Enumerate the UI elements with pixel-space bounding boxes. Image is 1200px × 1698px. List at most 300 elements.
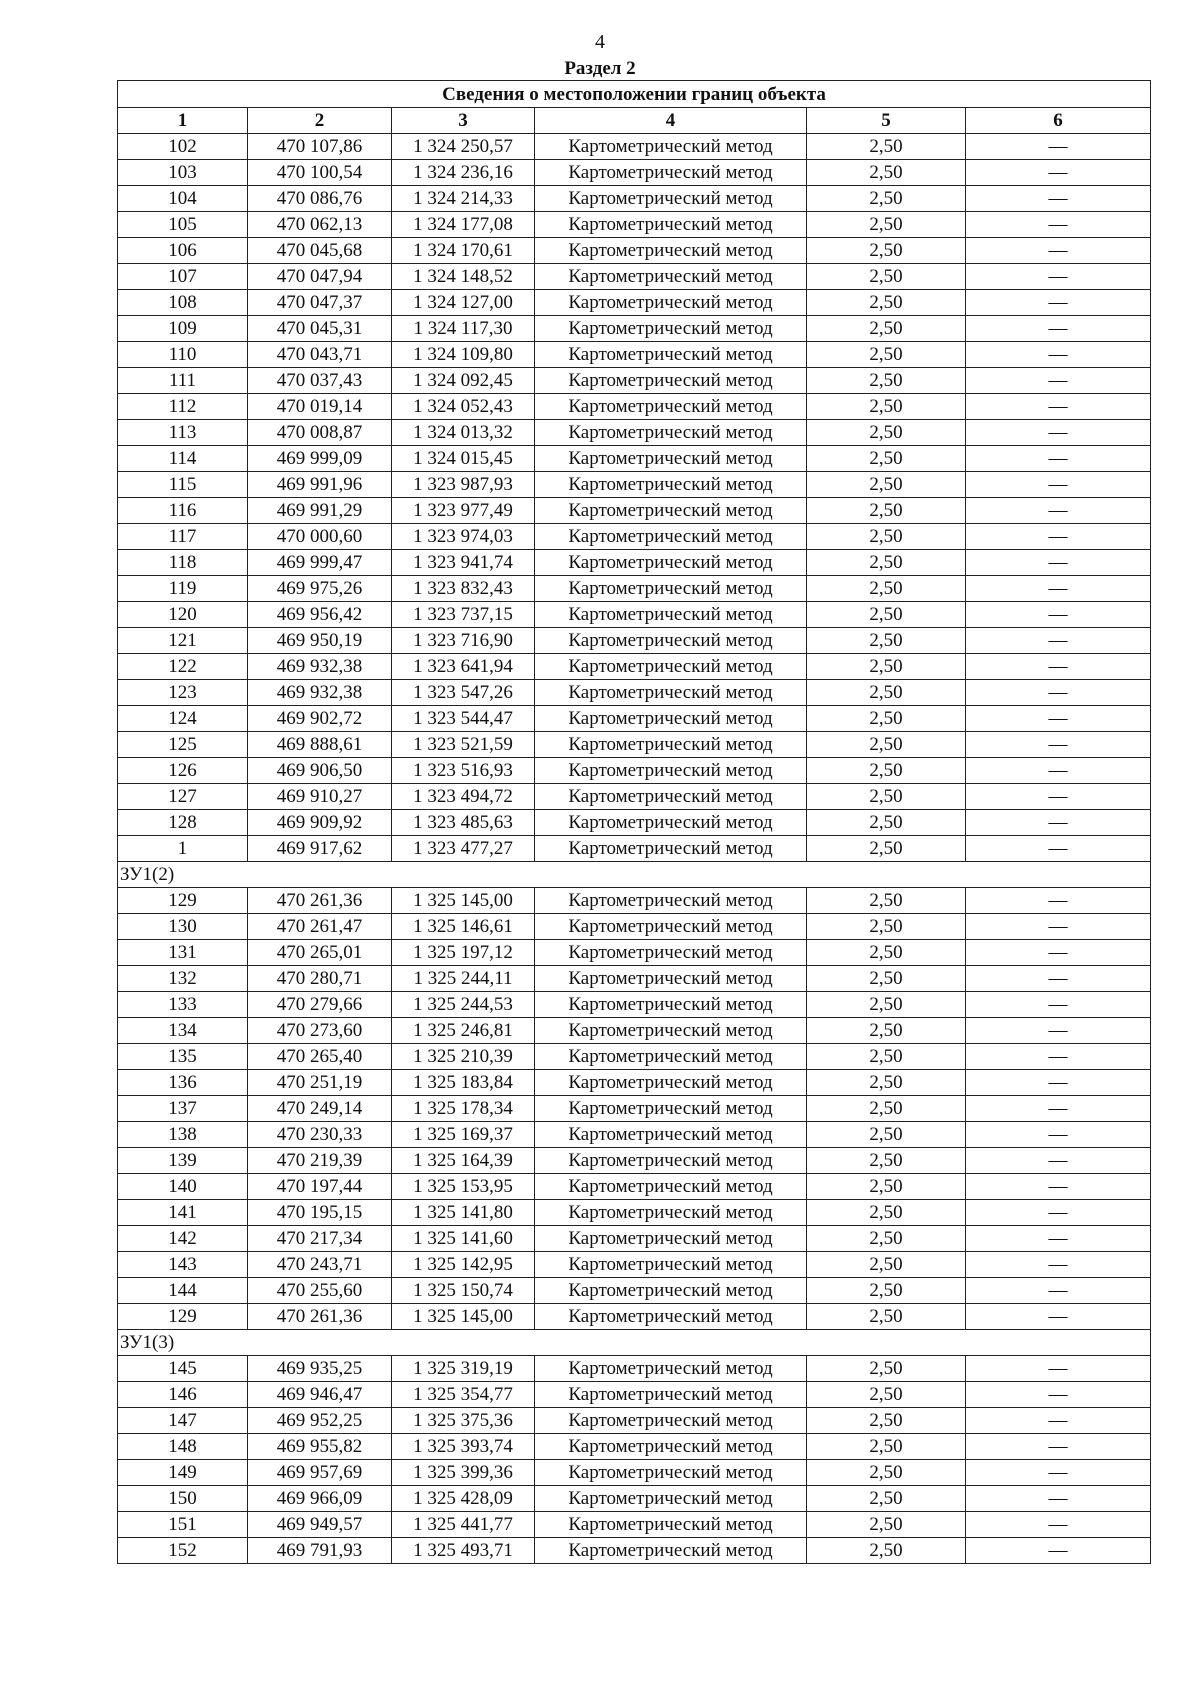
note-cell: — [966,654,1151,680]
note-cell: — [966,290,1151,316]
accuracy-cell: 2,50 [807,160,966,186]
point-number-cell: 150 [118,1486,248,1512]
accuracy-cell: 2,50 [807,758,966,784]
coord-y-cell: 1 324 236,16 [392,160,535,186]
note-cell: — [966,342,1151,368]
accuracy-cell: 2,50 [807,1070,966,1096]
accuracy-cell: 2,50 [807,628,966,654]
coord-y-cell: 1 325 142,95 [392,1252,535,1278]
accuracy-cell: 2,50 [807,290,966,316]
coord-x-cell: 469 966,09 [248,1486,392,1512]
note-cell: — [966,758,1151,784]
note-cell: — [966,706,1151,732]
coord-y-cell: 1 324 109,80 [392,342,535,368]
accuracy-cell: 2,50 [807,212,966,238]
method-cell: Картометрический метод [535,160,807,186]
accuracy-cell: 2,50 [807,1434,966,1460]
table-row [118,290,1151,316]
point-number-cell: 151 [118,1512,248,1538]
point-number-cell: 117 [118,524,248,550]
coord-x-cell: 470 062,13 [248,212,392,238]
coord-y-cell: 1 325 375,36 [392,1408,535,1434]
method-cell: Картометрический метод [535,550,807,576]
coord-y-cell: 1 325 197,12 [392,940,535,966]
coord-x-cell: 470 249,14 [248,1096,392,1122]
coord-y-cell: 1 325 210,39 [392,1044,535,1070]
method-cell: Картометрический метод [535,940,807,966]
note-cell: — [966,966,1151,992]
accuracy-cell: 2,50 [807,914,966,940]
table-row [118,706,1151,732]
note-cell: — [966,1200,1151,1226]
coord-y-cell: 1 325 146,61 [392,914,535,940]
point-number-cell: 148 [118,1434,248,1460]
note-cell: — [966,1044,1151,1070]
method-cell: Картометрический метод [535,966,807,992]
point-number-cell: 120 [118,602,248,628]
coord-x-cell: 469 791,93 [248,1538,392,1564]
point-number-cell: 123 [118,680,248,706]
coord-x-cell: 469 952,25 [248,1408,392,1434]
table-row [118,446,1151,472]
point-number-cell: 130 [118,914,248,940]
coord-y-cell: 1 325 244,53 [392,992,535,1018]
table-row [118,1070,1151,1096]
point-number-cell: 111 [118,368,248,394]
method-cell: Картометрический метод [535,1174,807,1200]
point-number-cell: 128 [118,810,248,836]
note-cell: — [966,420,1151,446]
table-row [118,1304,1151,1330]
coord-y-cell: 1 324 170,61 [392,238,535,264]
table-row [118,966,1151,992]
coord-x-cell: 469 946,47 [248,1382,392,1408]
accuracy-cell: 2,50 [807,316,966,342]
accuracy-cell: 2,50 [807,368,966,394]
coord-x-cell: 469 910,27 [248,784,392,810]
accuracy-cell: 2,50 [807,1512,966,1538]
accuracy-cell: 2,50 [807,342,966,368]
coord-x-cell: 470 219,39 [248,1148,392,1174]
section-title: Раздел 2 [564,58,636,79]
accuracy-cell: 2,50 [807,1018,966,1044]
method-cell: Картометрический метод [535,394,807,420]
column-number-5: 5 [807,108,966,134]
note-cell: — [966,1018,1151,1044]
accuracy-cell: 2,50 [807,1148,966,1174]
accuracy-cell: 2,50 [807,264,966,290]
accuracy-cell: 2,50 [807,966,966,992]
coord-x-cell: 469 991,29 [248,498,392,524]
note-cell: — [966,160,1151,186]
note-cell: — [966,1148,1151,1174]
coord-x-cell: 470 037,43 [248,368,392,394]
table-row [118,186,1151,212]
table-row [118,784,1151,810]
method-cell: Картометрический метод [535,602,807,628]
table-row [118,264,1151,290]
point-number-cell: 139 [118,1148,248,1174]
point-number-cell: 137 [118,1096,248,1122]
table-row [118,1356,1151,1382]
accuracy-cell: 2,50 [807,472,966,498]
coord-x-cell: 470 280,71 [248,966,392,992]
coord-y-cell: 1 323 494,72 [392,784,535,810]
coord-y-cell: 1 323 547,26 [392,680,535,706]
table-row [118,810,1151,836]
coord-x-cell: 469 999,09 [248,446,392,472]
method-cell: Картометрический метод [535,1096,807,1122]
note-cell: — [966,1486,1151,1512]
coord-x-cell: 470 273,60 [248,1018,392,1044]
coord-y-cell: 1 325 244,11 [392,966,535,992]
method-cell: Картометрический метод [535,706,807,732]
coord-y-cell: 1 323 977,49 [392,498,535,524]
table-row [118,1148,1151,1174]
coord-y-cell: 1 325 141,60 [392,1226,535,1252]
coord-y-cell: 1 323 641,94 [392,654,535,680]
coord-x-cell: 470 000,60 [248,524,392,550]
point-number-cell: 105 [118,212,248,238]
group-row [118,862,1151,888]
table-row [118,316,1151,342]
accuracy-cell: 2,50 [807,784,966,810]
note-cell: — [966,784,1151,810]
method-cell: Картометрический метод [535,680,807,706]
coord-x-cell: 469 906,50 [248,758,392,784]
coord-y-cell: 1 323 516,93 [392,758,535,784]
table-row [118,1460,1151,1486]
table-row [118,1096,1151,1122]
coord-x-cell: 469 957,69 [248,1460,392,1486]
table-row [118,1408,1151,1434]
coord-y-cell: 1 325 441,77 [392,1512,535,1538]
coord-y-cell: 1 324 013,32 [392,420,535,446]
table-row [118,1382,1151,1408]
accuracy-cell: 2,50 [807,992,966,1018]
coord-x-cell: 470 107,86 [248,134,392,160]
note-cell: — [966,368,1151,394]
column-number-row [118,108,1151,134]
table-row [118,940,1151,966]
note-cell: — [966,1512,1151,1538]
coord-y-cell: 1 323 832,43 [392,576,535,602]
coord-y-cell: 1 323 716,90 [392,628,535,654]
method-cell: Картометрический метод [535,1044,807,1070]
coord-y-cell: 1 325 319,19 [392,1356,535,1382]
note-cell: — [966,1122,1151,1148]
coord-y-cell: 1 325 169,37 [392,1122,535,1148]
accuracy-cell: 2,50 [807,134,966,160]
point-number-cell: 103 [118,160,248,186]
coord-x-cell: 470 261,36 [248,888,392,914]
point-number-cell: 110 [118,342,248,368]
note-cell: — [966,888,1151,914]
coord-x-cell: 470 243,71 [248,1252,392,1278]
table-row [118,628,1151,654]
accuracy-cell: 2,50 [807,498,966,524]
point-number-cell: 127 [118,784,248,810]
coord-y-cell: 1 325 164,39 [392,1148,535,1174]
note-cell: — [966,212,1151,238]
coord-y-cell: 1 324 177,08 [392,212,535,238]
note-cell: — [966,576,1151,602]
coord-y-cell: 1 324 052,43 [392,394,535,420]
table-row [118,1512,1151,1538]
method-cell: Картометрический метод [535,1408,807,1434]
coord-x-cell: 469 999,47 [248,550,392,576]
method-cell: Картометрический метод [535,1070,807,1096]
note-cell: — [966,602,1151,628]
method-cell: Картометрический метод [535,1512,807,1538]
coord-x-cell: 470 265,01 [248,940,392,966]
coord-y-cell: 1 323 544,47 [392,706,535,732]
coord-y-cell: 1 325 393,74 [392,1434,535,1460]
note-cell: — [966,1460,1151,1486]
point-number-cell: 124 [118,706,248,732]
point-number-cell: 121 [118,628,248,654]
note-cell: — [966,1382,1151,1408]
coord-x-cell: 470 217,34 [248,1226,392,1252]
accuracy-cell: 2,50 [807,1122,966,1148]
point-number-cell: 132 [118,966,248,992]
accuracy-cell: 2,50 [807,186,966,212]
point-number-cell: 140 [118,1174,248,1200]
coord-x-cell: 469 932,38 [248,680,392,706]
coord-x-cell: 469 950,19 [248,628,392,654]
method-cell: Картометрический метод [535,212,807,238]
table-row [118,212,1151,238]
method-cell: Картометрический метод [535,914,807,940]
accuracy-cell: 2,50 [807,524,966,550]
point-number-cell: 102 [118,134,248,160]
coord-x-cell: 470 251,19 [248,1070,392,1096]
point-number-cell: 143 [118,1252,248,1278]
note-cell: — [966,498,1151,524]
table-row [118,836,1151,862]
coord-y-cell: 1 324 127,00 [392,290,535,316]
coord-y-cell: 1 323 987,93 [392,472,535,498]
accuracy-cell: 2,50 [807,940,966,966]
method-cell: Картометрический метод [535,1148,807,1174]
coord-x-cell: 470 008,87 [248,420,392,446]
method-cell: Картометрический метод [535,498,807,524]
coord-y-cell: 1 325 178,34 [392,1096,535,1122]
note-cell: — [966,1252,1151,1278]
table-row [118,914,1151,940]
point-number-cell: 104 [118,186,248,212]
accuracy-cell: 2,50 [807,1174,966,1200]
note-cell: — [966,680,1151,706]
accuracy-cell: 2,50 [807,810,966,836]
column-number-1: 1 [118,108,248,134]
table-caption: Сведения о местоположении границ объекта [118,81,1151,108]
accuracy-cell: 2,50 [807,654,966,680]
point-number-cell: 107 [118,264,248,290]
point-number-cell: 136 [118,1070,248,1096]
method-cell: Картометрический метод [535,134,807,160]
coord-y-cell: 1 323 477,27 [392,836,535,862]
method-cell: Картометрический метод [535,1460,807,1486]
note-cell: — [966,1226,1151,1252]
point-number-cell: 106 [118,238,248,264]
page-number: 4 [595,31,605,53]
method-cell: Картометрический метод [535,1434,807,1460]
coord-x-cell: 470 230,33 [248,1122,392,1148]
point-number-cell: 122 [118,654,248,680]
table-row [118,680,1151,706]
accuracy-cell: 2,50 [807,706,966,732]
method-cell: Картометрический метод [535,1122,807,1148]
note-cell: — [966,914,1151,940]
point-number-cell: 108 [118,290,248,316]
coord-x-cell: 470 265,40 [248,1044,392,1070]
table-row [118,1122,1151,1148]
table-row [118,420,1151,446]
coord-x-cell: 469 975,26 [248,576,392,602]
table-row [118,498,1151,524]
method-cell: Картометрический метод [535,1018,807,1044]
point-number-cell: 118 [118,550,248,576]
note-cell: — [966,134,1151,160]
group-label: ЗУ1(3) [118,1330,1151,1356]
coord-y-cell: 1 324 214,33 [392,186,535,212]
coord-x-cell: 470 045,31 [248,316,392,342]
coord-y-cell: 1 323 521,59 [392,732,535,758]
point-number-cell: 142 [118,1226,248,1252]
column-number-3: 3 [392,108,535,134]
coord-y-cell: 1 325 145,00 [392,888,535,914]
method-cell: Картометрический метод [535,992,807,1018]
boundary-coordinates-table [117,80,1151,1564]
method-cell: Картометрический метод [535,472,807,498]
coord-y-cell: 1 325 246,81 [392,1018,535,1044]
point-number-cell: 126 [118,758,248,784]
note-cell: — [966,1174,1151,1200]
accuracy-cell: 2,50 [807,888,966,914]
accuracy-cell: 2,50 [807,394,966,420]
column-number-2: 2 [248,108,392,134]
coord-x-cell: 469 932,38 [248,654,392,680]
point-number-cell: 113 [118,420,248,446]
table-row [118,1200,1151,1226]
method-cell: Картометрический метод [535,1382,807,1408]
method-cell: Картометрический метод [535,784,807,810]
coord-y-cell: 1 325 183,84 [392,1070,535,1096]
coord-y-cell: 1 325 153,95 [392,1174,535,1200]
table-row [118,238,1151,264]
coord-y-cell: 1 324 250,57 [392,134,535,160]
note-cell: — [966,550,1151,576]
point-number-cell: 149 [118,1460,248,1486]
method-cell: Картометрический метод [535,836,807,862]
table-row [118,472,1151,498]
accuracy-cell: 2,50 [807,1096,966,1122]
point-number-cell: 115 [118,472,248,498]
method-cell: Картометрический метод [535,576,807,602]
note-cell: — [966,628,1151,654]
point-number-cell: 152 [118,1538,248,1564]
method-cell: Картометрический метод [535,186,807,212]
method-cell: Картометрический метод [535,628,807,654]
table-row [118,1538,1151,1564]
table-row [118,1226,1151,1252]
table-row [118,1044,1151,1070]
table-row [118,758,1151,784]
coord-x-cell: 469 888,61 [248,732,392,758]
coord-y-cell: 1 323 485,63 [392,810,535,836]
accuracy-cell: 2,50 [807,1460,966,1486]
point-number-cell: 109 [118,316,248,342]
coord-x-cell: 469 956,42 [248,602,392,628]
accuracy-cell: 2,50 [807,1538,966,1564]
coord-y-cell: 1 324 015,45 [392,446,535,472]
coord-y-cell: 1 323 974,03 [392,524,535,550]
coord-x-cell: 470 197,44 [248,1174,392,1200]
point-number-cell: 141 [118,1200,248,1226]
coord-y-cell: 1 325 145,00 [392,1304,535,1330]
method-cell: Картометрический метод [535,342,807,368]
table-row [118,550,1151,576]
point-number-cell: 144 [118,1278,248,1304]
table-row [118,654,1151,680]
accuracy-cell: 2,50 [807,1252,966,1278]
method-cell: Картометрический метод [535,238,807,264]
group-label: ЗУ1(2) [118,862,1151,888]
note-cell: — [966,1070,1151,1096]
accuracy-cell: 2,50 [807,576,966,602]
coord-x-cell: 470 279,66 [248,992,392,1018]
note-cell: — [966,186,1151,212]
table-row [118,888,1151,914]
column-number-4: 4 [535,108,807,134]
note-cell: — [966,446,1151,472]
method-cell: Картометрический метод [535,1200,807,1226]
table-row [118,524,1151,550]
accuracy-cell: 2,50 [807,550,966,576]
table-row [118,732,1151,758]
method-cell: Картометрический метод [535,316,807,342]
point-number-cell: 147 [118,1408,248,1434]
note-cell: — [966,394,1151,420]
accuracy-cell: 2,50 [807,836,966,862]
coord-x-cell: 470 047,94 [248,264,392,290]
table-row [118,1252,1151,1278]
note-cell: — [966,1538,1151,1564]
accuracy-cell: 2,50 [807,1278,966,1304]
coord-x-cell: 469 902,72 [248,706,392,732]
table-row [118,134,1151,160]
note-cell: — [966,1304,1151,1330]
coord-x-cell: 470 045,68 [248,238,392,264]
accuracy-cell: 2,50 [807,420,966,446]
method-cell: Картометрический метод [535,264,807,290]
method-cell: Картометрический метод [535,1486,807,1512]
point-number-cell: 116 [118,498,248,524]
point-number-cell: 131 [118,940,248,966]
coord-x-cell: 470 255,60 [248,1278,392,1304]
note-cell: — [966,264,1151,290]
accuracy-cell: 2,50 [807,1408,966,1434]
note-cell: — [966,1434,1151,1460]
point-number-cell: 138 [118,1122,248,1148]
coord-x-cell: 470 195,15 [248,1200,392,1226]
coord-y-cell: 1 325 150,74 [392,1278,535,1304]
coord-x-cell: 470 261,47 [248,914,392,940]
coord-y-cell: 1 325 428,09 [392,1486,535,1512]
note-cell: — [966,472,1151,498]
method-cell: Картометрический метод [535,810,807,836]
